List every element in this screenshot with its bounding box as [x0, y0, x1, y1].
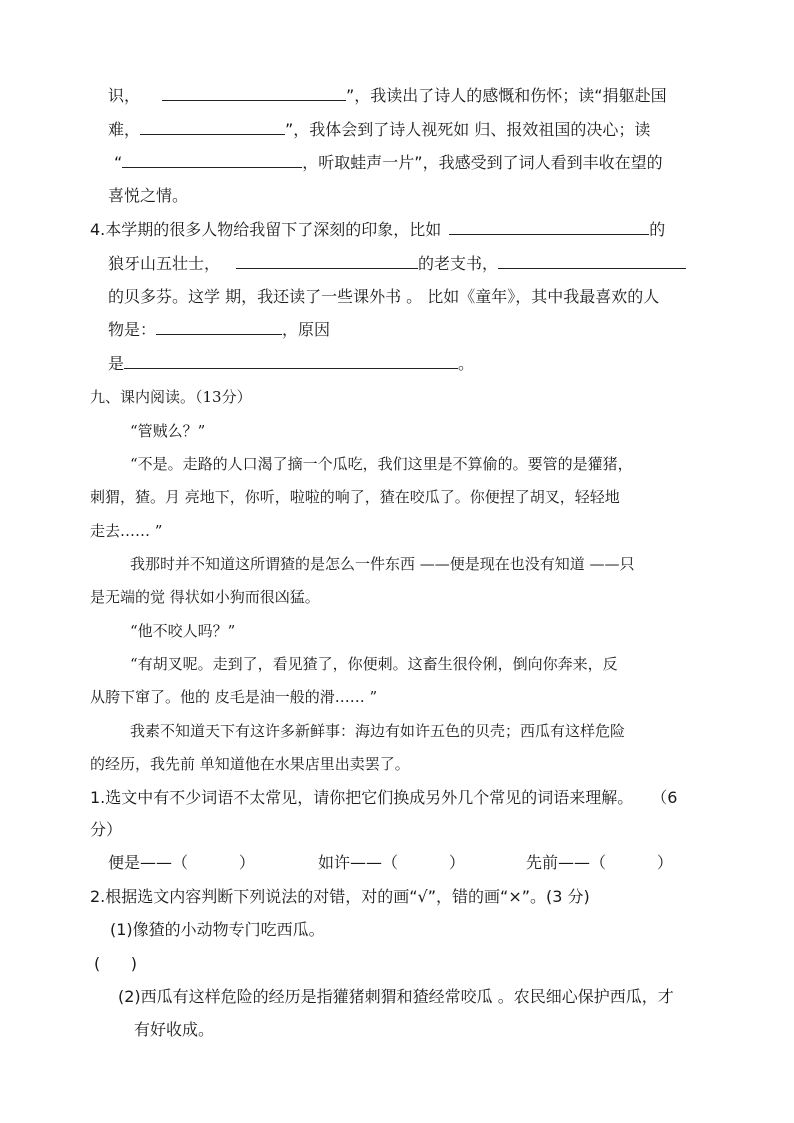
answer-blank[interactable] [156, 320, 282, 335]
q3-line-3: “ ，听取蛙声一片”，我感受到了词人看到丰收在望的 [114, 153, 663, 172]
answer-blank[interactable] [122, 153, 302, 168]
word-item-2[interactable]: 如许——（ ） [318, 853, 465, 872]
passage-line: 我素不知道天下有这许多新鲜事：海边有如许五色的贝壳；西瓜有这样危险 [130, 722, 626, 740]
answer-blank[interactable] [236, 254, 418, 269]
answer-blank[interactable] [124, 354, 458, 369]
answer-blank[interactable] [498, 254, 686, 269]
q4-line-4: 物是： ，原因 [108, 320, 331, 339]
word-item-1[interactable]: 便是——（ ） [108, 853, 255, 872]
q9-2-line-1: 2.根据选文内容判断下列说法的对错，对的画“√”，错的画“×”。(3 分) [90, 887, 590, 906]
statement-2-cont: 有好收成。 [134, 1020, 215, 1039]
q4-line-3: 的贝多芬。这学 期，我还读了一些课外书 。 比如《童年》，其中我最喜欢的人 [108, 287, 660, 306]
passage-line: 刺猬，猹。月 亮地下，你听，啦啦的响了，猹在咬瓜了。你便捏了胡叉，轻轻地 [90, 488, 620, 506]
passage-line: “管贼么？” [130, 422, 206, 440]
q3-line-4: 喜悦之情。 [108, 186, 189, 205]
passage-line: 是无端的觉 得状如小狗而很凶猛。 [90, 588, 320, 606]
statement-2: (2)西瓜有这样危险的经历是指獾猪刺猬和猹经常咬瓜 。农民细心保护西瓜，才 [118, 987, 674, 1006]
passage-line: “不是。走路的人口渴了摘一个瓜吃，我们这里是不算偷的。要管的是獾猪， [130, 455, 633, 473]
answer-paren[interactable]: ( ) [94, 954, 137, 973]
passage-line: “有胡叉呢。走到了，看见猹了，你便刺。这畜生很伶俐，倒向你奔来，反 [130, 655, 618, 673]
q9-1-line-2: 分） [90, 820, 123, 839]
section-title: 九、课内阅读。（13分） [90, 388, 252, 406]
q3-line-1: 识， ”，我读出了诗人的感慨和伤怀；读“捐躯赴国 [108, 86, 667, 105]
passage-line: 我那时并不知道这所谓猹的是怎么一件东西 ——便是现在也没有知道 ——只 [130, 555, 635, 573]
word-item-3[interactable]: 先前——（ ） [526, 853, 673, 872]
q4-line-5: 是 。 [108, 354, 475, 373]
q9-1-line-1: 1.选文中有不少词语不太常见，请你把它们换成另外几个常见的词语来理解。 （6 [90, 788, 678, 807]
statement-1: (1)像猹的小动物专门吃西瓜。 [110, 920, 325, 939]
passage-line: 的经历，我先前 单知道他在水果店里出卖罢了。 [90, 755, 410, 773]
answer-blank[interactable] [162, 86, 346, 101]
q4-line-1: 4.本学期的很多人物给我留下了深刻的印象，比如 的 [90, 220, 666, 239]
passage-line: 走去…… ” [90, 522, 163, 540]
q4-line-2: 狼牙山五壮士， 的老支书， [108, 254, 686, 274]
passage-line: “他不咬人吗？” [130, 622, 236, 640]
answer-blank[interactable] [140, 120, 285, 135]
q3-line-2: 难， ”，我体会到了诗人视死如 归、报效祖国的决心；读 [108, 120, 651, 139]
passage-line: 从胯下窜了。他的 皮毛是油一般的滑…… ” [90, 688, 378, 706]
answer-blank[interactable] [449, 220, 649, 235]
